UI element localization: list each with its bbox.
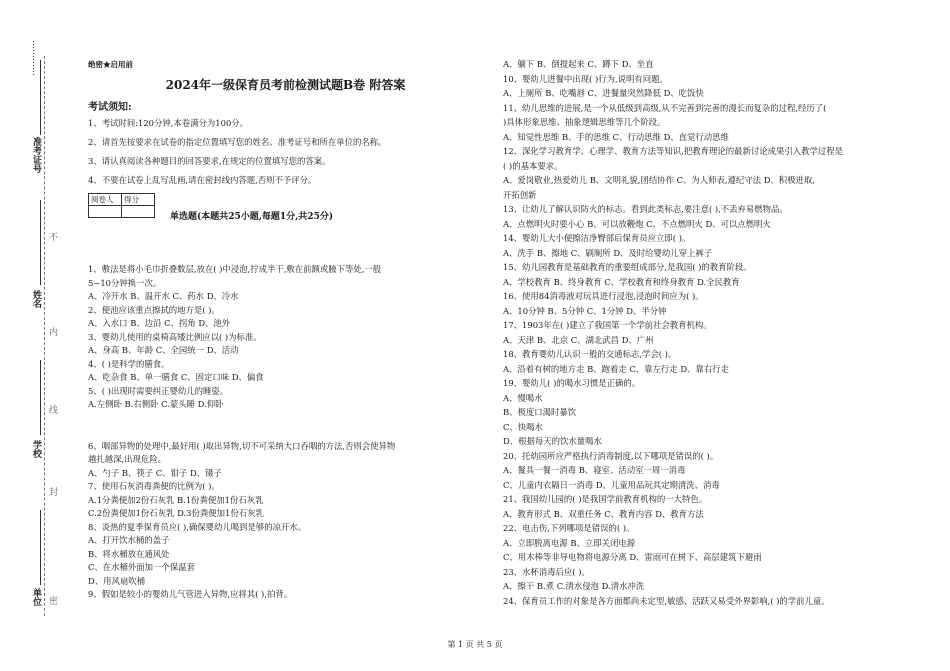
question-line: 18、教育婴幼儿认识一般的交通标志,学会( )。	[503, 349, 677, 359]
notice-heading: 考试须知:	[88, 102, 132, 113]
question-line: 21、我国幼儿园的( )是我国学前教育机构的一大特色。	[503, 494, 708, 504]
grader-cell: 阅卷人	[89, 194, 122, 206]
zhunkao-label: 准考证号	[31, 137, 41, 173]
question-line: C.2份粪便加1份石灰乳 D.3份粪便加1份石灰乳	[88, 508, 264, 518]
question-line: 2、便池应该重点擦拭的地方是( )。	[88, 304, 220, 315]
question-line: A、入水口 B、边沿 C、拐角 D、池外	[88, 318, 231, 328]
question-line: 20、托幼园所应严格执行消毒制度,以下哪项是错误的( )。	[503, 450, 719, 461]
question-line: 15、幼儿园教育是基础教育的重要组成部分,是我国( )的教育阶段。	[503, 262, 752, 272]
top-marks: …………	[30, 40, 40, 76]
unit-label: 单位	[31, 588, 41, 606]
question-line: C、用木棒等非导电物将电源分离 D、雷雨可在树下、高层建筑下避雨	[503, 552, 762, 562]
name-label: 姓名	[31, 290, 41, 308]
question-line: 7、使用石灰消毒粪便的比例为( )。	[88, 481, 220, 491]
question-line: 10、婴幼儿进餐中出现( )行为,说明有问题。	[503, 73, 668, 84]
question-line: D、用风扇吹桶	[88, 575, 145, 586]
question-line: 9、假如是较小的婴幼儿气管进入异物,应将其( ),拍背。	[88, 589, 293, 599]
question-line: 12、深化学习教育学、心理学、教育方法等知识,把教育理论的最新讨论成果引入教学过程是	[503, 146, 843, 156]
question-line: A、10分钟 B、5分钟 C、1分钟 D、半分钟	[503, 305, 667, 316]
question-line: 5、( )出现时需要纠正婴幼儿的睡姿。	[88, 385, 229, 396]
question-line: A、点燃明火时要小心 B、可以放鞭炮 C、不点燃明火 D、可以点燃明火	[503, 218, 771, 229]
notice-item: 1、考试时间:120分钟,本卷满分为100分。	[88, 118, 249, 128]
question-line: A.左侧卧 B.右侧卧 C.蒙头睡 D.仰卧	[88, 399, 224, 409]
zhunkao-fill-line	[40, 60, 47, 135]
question-line: C、在水桶外面加一个保温套	[88, 562, 195, 572]
question-line: 13、让幼儿了解认识防火的标志。看到此类标志,要注意( ),不丢弃易燃物品。	[503, 204, 788, 214]
question-line: A、身高 B、年龄 C、全园统一 D、活动	[88, 345, 239, 355]
seal-char: 线	[47, 405, 57, 414]
question-line: )具体形象思维、抽象逻辑思维等几个阶段。	[503, 117, 666, 127]
question-line: A、沿着有树的地方走 B、跑着走 C、靠左行走 D、靠右行走	[503, 363, 729, 374]
question-line: A、洗手 B、擦地 C、刷厕所 D、及时给婴幼儿穿上裤子	[503, 247, 713, 258]
question-line: A、打开饮水桶的盖子	[88, 535, 170, 545]
question-line: A、立即脱离电源 B、立即关闭电源	[503, 537, 636, 548]
secret-mark: 绝密★启用前	[88, 60, 133, 69]
question-line: A、勺子 B、筷子 C、钳子 D、镊子	[88, 467, 222, 478]
seal-char: 封	[47, 487, 57, 496]
question-line: B、极度口渴时暴饮	[503, 407, 577, 417]
question-line: A、知觉性思维 B、手的思维 C、行动思维 D、直觉行动思维	[503, 131, 729, 142]
question-line: 4、( )是科学的膳食。	[88, 358, 170, 369]
question-line: A、餐具一餐一消毒 B、寝室、活动室一周一消毒	[503, 465, 686, 475]
school-fill-line	[40, 360, 47, 435]
question-line: 11、幼儿思维的进展,是一个从低级到高级,从不完善到完善的漫长而复杂的过程,经历了(	[503, 102, 827, 113]
question-line: A、上厕所 B、吃嘴唇 C、进餐量突然降低 D、吃饭快	[503, 88, 704, 98]
seal-char: 内	[47, 327, 57, 336]
question-line: A、慢喝水	[503, 392, 543, 403]
question-line: A、擦干 B.煮 C.清水侵泡 D.清水冲洗	[503, 581, 645, 591]
question-line: A、吃杂食 B、单一膳食 C、固定口味 D、偏食	[88, 372, 264, 382]
question-line: 19、婴幼儿( )的喝水习惯是正确的。	[503, 378, 641, 388]
question-line: A、天津 B、北京 C、湖北武昌 D、广州	[503, 334, 654, 345]
question-line: A.1分粪便加2份石灰乳 B.1份粪便加1份石灰乳	[88, 494, 264, 505]
question-line: 开拓创新	[503, 189, 537, 200]
question-line: 23、水杯消毒后应( )。	[503, 566, 590, 577]
question-line: C、快喝水	[503, 421, 543, 432]
page-title: 2024年一级保育员考前检测试题B卷 附答案	[165, 78, 406, 92]
notice-item: 2、请首先按要求在试卷的指定位置填写您的姓名、准考证号和所在单位的名称。	[88, 137, 387, 147]
question-line: 1、敷法是将小毛巾折叠数层,放在( )中浸泡,拧成半干,敷在前额或腋下等处,一般	[88, 264, 382, 274]
question-line: 6、咽部异物的处理中,最好用( )取出异物,切不可采纳大口吞咽的方法,否则会使异物	[88, 440, 396, 451]
grader-blank	[89, 206, 122, 218]
name-fill-line	[40, 200, 47, 285]
binding-margin	[0, 0, 56, 671]
section-heading: 单选题(本题共25小题,每题1分,共25分)	[170, 212, 334, 222]
score-cell: 得分	[122, 194, 155, 206]
unit-fill-line	[40, 510, 47, 585]
question-line: A、冷开水 B、温开水 C、药水 D、冷水	[88, 291, 239, 301]
page-footer: 第 1 页 共 5 页	[447, 640, 503, 649]
notice-item: 4、不要在试卷上乱写乱画,请在密封线内答题,否则不予评分。	[88, 175, 317, 185]
question-line: 16、使用84消毒液对玩具进行浸泡,浸泡时间应为( )。	[503, 291, 704, 301]
question-line: A、学校教育 B、终身教育 C、学校教育和终身教育 D.全民教育	[503, 276, 740, 287]
question-line: A、教育形式 B、双重任务 C、教育内容 D、教育方法	[503, 508, 704, 519]
question-line: B、将水桶放在通风处	[88, 548, 170, 559]
school-label: 学校	[31, 440, 41, 458]
question-line: 8、炎热的夏季保育员应( ),确保婴幼儿喝到是够的凉开水。	[88, 521, 307, 532]
question-line: A、爱岗敬业,热爱幼儿 B、文明礼貌,团结协作 C、为人师表,遵纪守法 D、积极进取,	[503, 175, 815, 185]
question-line: A、躺下 B、倒提起来 C、蹲下 D、坐直	[503, 59, 654, 69]
question-line: 22、电击伤,下列哪项是错误的( )。	[503, 523, 635, 533]
question-line: 14、婴幼儿大小便擦洁净臀部后保育员应立即( )。	[503, 233, 691, 243]
seal-char: 不	[47, 232, 57, 241]
question-line: ( )的基本要求。	[503, 160, 563, 171]
question-line: 17、1903年在( )建立了我国第一个学前社会教育机构。	[503, 320, 712, 330]
question-line: C、儿童内衣隔日一消毒 D、儿童用品玩具定期清洗、消毒	[503, 479, 720, 490]
question-line: 3、婴幼儿使用的桌椅高矮比例应以( )为标准。	[88, 331, 262, 342]
notice-item: 3、请认真阅读各种题目的回答要求,在规定的位置填写您的答案。	[88, 156, 331, 166]
score-table	[88, 193, 155, 218]
question-line: D、根据每天的饮水量喝水	[503, 436, 602, 446]
seal-char: 密	[47, 596, 57, 605]
question-line: 越扎越深,出现危险。	[88, 454, 167, 464]
question-line: 24、保育员工作的对象是各方面都尚未定型,敏感、活跃又易受外界影响,( )的学前儿童。	[503, 595, 830, 606]
question-line: 5~10分钟换一次。	[88, 277, 162, 288]
score-blank	[122, 206, 155, 218]
